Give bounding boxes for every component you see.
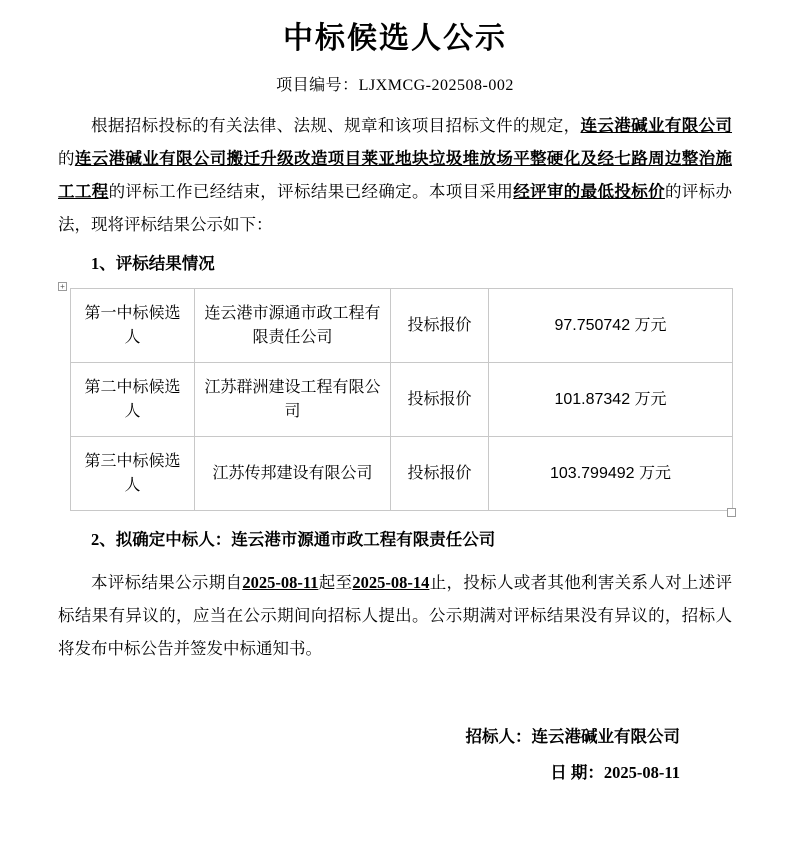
cell-price-label: 投标报价 — [391, 363, 489, 437]
cell-price-label: 投标报价 — [391, 289, 489, 363]
intro-evaluation-method: 经评审的最低投标价 — [513, 182, 665, 201]
page-title: 中标候选人公示 — [283, 22, 507, 55]
notice-paragraph-block — [58, 566, 732, 665]
cell-price-value: 103.799492 万元 — [489, 437, 733, 511]
project-number-label: 项目编号： — [276, 77, 359, 94]
document-page — [0, 18, 790, 862]
tenderer-name: 连云港碱业有限公司 — [531, 727, 680, 746]
notice-end-date: 2025-08-14 — [352, 573, 430, 592]
table-row — [71, 289, 733, 363]
date-value: 2025-08-11 — [603, 763, 680, 783]
section-2-line — [58, 523, 732, 556]
intro-seg-1: 根据招标投标的有关法律、法规、规章和该项目招标文件的规定， — [91, 116, 581, 135]
intro-project-name: 连云港碱业有限公司搬迁升级改造项目莱亚地块垃圾堆放场平整硬化及经七路周边整治施工工程 — [58, 149, 733, 201]
table-row — [71, 363, 733, 437]
notice-seg-2: 起至 — [318, 573, 353, 592]
tenderer-label: 招标人： — [465, 727, 532, 746]
cell-price-value: 101.87342 万元 — [489, 363, 733, 437]
table-row — [71, 437, 733, 511]
date-label: 日 期： — [550, 763, 604, 783]
section-1-heading: 1、评标结果情况 — [91, 254, 215, 273]
notice-paragraph — [58, 566, 732, 665]
table-resize-handle[interactable] — [727, 508, 736, 517]
cell-rank: 第一中标候选人 — [71, 289, 195, 363]
cell-bidder-name: 江苏传邦建设有限公司 — [195, 437, 391, 511]
notice-start-date: 2025-08-11 — [242, 573, 319, 592]
result-table-wrapper — [58, 282, 732, 511]
notice-seg-1: 本评标结果公示期自 — [91, 573, 243, 592]
cell-price-label: 投标报价 — [391, 437, 489, 511]
section-2-winner: 连云港市源通市政工程有限责任公司 — [231, 530, 496, 549]
cell-rank: 第三中标候选人 — [71, 437, 195, 511]
project-number-line — [58, 72, 732, 95]
cell-bidder-name: 连云港市源通市政工程有限责任公司 — [195, 289, 391, 363]
tenderer-line — [58, 719, 680, 755]
cell-price-value: 97.750742 万元 — [489, 289, 733, 363]
project-number-value: LJXMCG-202508-002 — [358, 77, 514, 94]
intro-seg-5: 的评标工作已经结束，评标结果已经确定。本项目采用 — [108, 182, 514, 201]
intro-paragraph-block — [58, 109, 732, 241]
intro-company: 连云港碱业有限公司 — [580, 116, 733, 135]
date-line — [58, 755, 680, 791]
intro-seg-7: 的评标办法，现将评标结果公示如下： — [58, 182, 733, 234]
table-move-handle[interactable]: + — [58, 282, 67, 291]
evaluation-result-table — [70, 288, 733, 511]
intro-seg-3: 的 — [58, 149, 75, 168]
cell-bidder-name: 江苏群洲建设工程有限公司 — [195, 363, 391, 437]
cell-rank: 第二中标候选人 — [71, 363, 195, 437]
signature-block — [58, 719, 732, 792]
notice-seg-3: 止，投标人或者其他利害关系人对上述评标结果有异议的，应当在公示期间向招标人提出。公示期满对评标结果没有异议的，招标人将发布中标公告并签发中标通知书。 — [58, 573, 733, 658]
intro-paragraph — [58, 109, 732, 241]
section-2-label: 2、拟确定中标人： — [91, 530, 232, 549]
